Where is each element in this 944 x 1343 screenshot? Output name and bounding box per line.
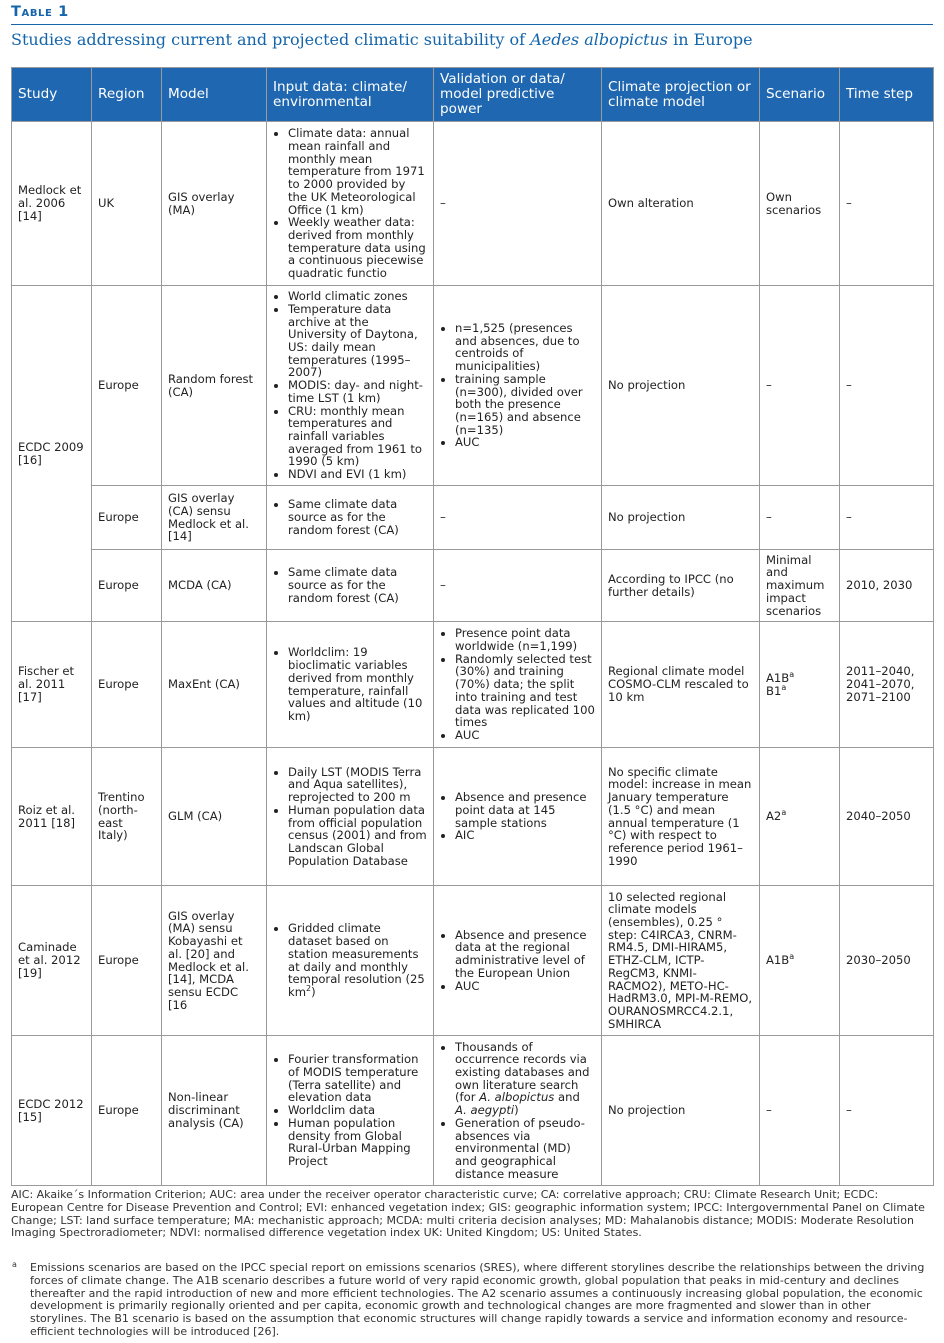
table-row (12, 622, 934, 748)
time-step-line: 2071–2100 (846, 689, 911, 704)
list-item: • World climatic zones (288, 290, 427, 303)
cell-validation (434, 1036, 602, 1186)
cell-model: GIS overlay (CA) sensu Medlock et al. [14] (162, 486, 267, 550)
table-row (12, 122, 934, 286)
cell-model: Non-linear discriminant analysis (CA) (162, 1036, 267, 1186)
cell-time-step (840, 622, 934, 748)
cell-validation: – (434, 550, 602, 622)
cell-model: MCDA (CA) (162, 550, 267, 622)
scenario-name: A1B (766, 953, 790, 968)
cell-time-step: – (840, 122, 934, 286)
cell-input (267, 1036, 434, 1186)
list-item: • Climate data: annual mean rainfall and monthly mean temperature from 1971 to 2000 provided by the UK Meteorological Office (1 km) (288, 127, 427, 216)
cell-model: GIS overlay (MA) sensu Kobayashi et al. [20] and Medlock et al. [14], MCDA sensu ECDC [16 (162, 886, 267, 1036)
col-header-validation: Validation or data/ model predictive power (434, 68, 602, 122)
cell-validation (434, 886, 602, 1036)
cell-input (267, 122, 434, 286)
cell-region: Trentino (north-east Italy) (92, 748, 162, 886)
cell-scenario (760, 622, 840, 748)
validation-text: ) (514, 1103, 519, 1118)
cell-input (267, 886, 434, 1036)
col-header-study: Study (12, 68, 92, 122)
scenario-line (766, 682, 833, 698)
list-item: • Presence point data worldwide (n=1,199) (455, 627, 595, 652)
cell-scenario: Own scenarios (760, 122, 840, 286)
cell-study: Roiz et al. 2011 [18] (12, 748, 92, 886)
scenario-name: A1B (766, 670, 790, 685)
scenario-name: A2 (766, 809, 782, 824)
footnote-marker: a (12, 1260, 17, 1269)
table-row (12, 486, 934, 550)
scenario-name: B1 (766, 683, 782, 698)
input-text: Gridded climate dataset based on station measurements at daily and monthly temporal resolution (25 km (288, 921, 425, 999)
list-item (455, 1041, 595, 1117)
cell-validation (434, 622, 602, 748)
list-item: • Fourier transformation of MODIS temperature (Terra satellite) and elevation data (288, 1053, 427, 1104)
title-suffix: in Europe (668, 30, 753, 49)
cell-time-step: – (840, 286, 934, 486)
list-item: • Randomly selected test (30%) and training (70%) data; the split into training and test data was replicated 100 times (455, 653, 595, 729)
list-item: • Temperature data archive at the University of Daytona, US: daily mean temperatures (1995–2007) (288, 303, 427, 379)
list-item: • Same climate data source as for the random forest (CA) (288, 498, 427, 536)
list-item: • training sample (n=300), divided over both the presence (n=165) and absence (n=135) (455, 373, 595, 437)
list-item: • Human population data from official population census (2001) and from Landscan Global Population Database (288, 804, 427, 868)
cell-scenario: – (760, 286, 840, 486)
cell-input (267, 486, 434, 550)
table-label: Table 1 (11, 4, 69, 20)
cell-region: Europe (92, 286, 162, 486)
col-header-model: Model (162, 68, 267, 122)
list-item: • NDVI and EVI (1 km) (288, 468, 427, 481)
header-row (12, 68, 934, 122)
footnote-ref: a (781, 808, 787, 818)
list-item: • Weekly weather data: derived from monthly temperature data using a continuous piecewise quadratic functio (288, 216, 427, 280)
cell-input (267, 622, 434, 748)
cell-projection: No projection (602, 1036, 760, 1186)
list-item: • Same climate data source as for the random forest (CA) (288, 566, 427, 604)
list-item: • Human population density from Global Rural-Urban Mapping Project (288, 1117, 427, 1168)
cell-time-step: – (840, 1036, 934, 1186)
list-item: • Absence and presence point data at 145 sample stations (455, 791, 595, 829)
list-item: • MODIS: day- and night-time LST (1 km) (288, 379, 427, 404)
cell-projection: No projection (602, 486, 760, 550)
cell-study: Medlock et al. 2006 [14] (12, 122, 92, 286)
time-step-line: 2041–2070, (846, 677, 915, 692)
cell-scenario (760, 748, 840, 886)
cell-scenario: Minimal and maximum impact scenarios (760, 550, 840, 622)
cell-validation (434, 748, 602, 886)
col-header-input-data: Input data: climate/ environmental (267, 68, 434, 122)
cell-region: Europe (92, 622, 162, 748)
table-row (12, 286, 934, 486)
table-row (12, 886, 934, 1036)
cell-projection: No specific climate model: increase in mean January temperature (1.5 °C) and mean annual temperature (1 °C) with respect to reference period 1961–1990 (602, 748, 760, 886)
list-item: • Daily LST (MODIS Terra and Aqua satellites), reprojected to 200 m (288, 766, 427, 804)
cell-validation (434, 286, 602, 486)
title-species: Aedes albopictus (530, 30, 669, 49)
cell-projection: According to IPCC (no further details) (602, 550, 760, 622)
cell-model: MaxEnt (CA) (162, 622, 267, 748)
list-item: • CRU: monthly mean temperatures and rainfall variables averaged from 1961 to 1990 (5 km) (288, 405, 427, 469)
table-row (12, 748, 934, 886)
cell-input (267, 550, 434, 622)
validation-text: and (554, 1090, 580, 1105)
table-row (12, 1036, 934, 1186)
superscript: 2 (306, 984, 312, 994)
cell-projection: Regional climate model COSMO-CLM rescaled to 10 km (602, 622, 760, 748)
cell-time-step: 2030–2050 (840, 886, 934, 1036)
cell-projection: 10 selected regional climate models (ensembles), 0.25 ° step: C4IRCA3, CNRM-RM4.5, DMI-HIRAM5, ETHZ-CLM, ICTP-RegCM3, KNMI-RACMO2), METO-HC-HadRM3.0, MPI-M-REMO, OURANOSMRCC4.2.1, SMHIRCA (602, 886, 760, 1036)
table-row (12, 550, 934, 622)
cell-region: Europe (92, 1036, 162, 1186)
cell-region: Europe (92, 486, 162, 550)
list-item: • AIC (455, 829, 595, 842)
validation-text: Thousands of occurrence records via existing databases and own literature search (for (455, 1039, 590, 1105)
list-item: • n=1,525 (presences and absences, due to centroids of municipalities) (455, 322, 595, 373)
list-item: • Generation of pseudo-absences via environmental (MD) and geographical distance measure (455, 1117, 595, 1181)
cell-scenario (760, 886, 840, 1036)
cell-input (267, 748, 434, 886)
cell-scenario: – (760, 1036, 840, 1186)
cell-region: Europe (92, 886, 162, 1036)
table-title (11, 30, 753, 49)
title-prefix: Studies addressing current and projected climatic suitability of (11, 30, 531, 49)
list-item: • Worldclim: 19 bioclimatic variables derived from monthly temperature, rainfall values and altitude (10 km) (288, 646, 427, 722)
list-item: • AUC (455, 436, 595, 449)
list-item: • AUC (455, 980, 595, 993)
cell-scenario: – (760, 486, 840, 550)
cell-region: Europe (92, 550, 162, 622)
cell-time-step: – (840, 486, 934, 550)
species-name: A. albopictus (479, 1090, 555, 1105)
abbreviations-note: AIC: Akaike´s Information Criterion; AUC: area under the receiver operator characteristic curve; CA: correlative approach; CRU: Climate Research Unit; ECDC: European Centre for Disease Prevention and Control; EVI: enhanced vegetation index; GIS: geographic information system; IPCC: Intergovernmental Panel on Climate Change; LST: land surface temperature; MA: mechanistic approach; MCDA: multi criteria decision analyses; MD: Mahalanobis distance; MODIS: Moderate Resolution Imaging Spectroradiometer; NDVI: normalised difference vegetation index UK: United Kingdom; US: United States. (11, 1188, 925, 1240)
list-item: • Worldclim data (288, 1104, 427, 1117)
species-name: A. aegypti (455, 1103, 515, 1118)
cell-validation: – (434, 486, 602, 550)
cell-model: GLM (CA) (162, 748, 267, 886)
time-step-line: 2011–2040, (846, 664, 915, 679)
cell-validation: – (434, 122, 602, 286)
list-item (288, 922, 427, 998)
col-header-region: Region (92, 68, 162, 122)
cell-study: Caminade et al. 2012 [19] (12, 886, 92, 1036)
list-item: • AUC (455, 729, 595, 742)
col-header-scenario: Scenario (760, 68, 840, 122)
cell-study: Fischer et al. 2011 [17] (12, 622, 92, 748)
cell-study: ECDC 2009 [16] (12, 286, 92, 622)
cell-model: GIS overlay (MA) (162, 122, 267, 286)
input-text-end: ) (311, 984, 316, 999)
cell-model: Random forest (CA) (162, 286, 267, 486)
footnote-ref: a (789, 952, 795, 962)
cell-projection: Own alteration (602, 122, 760, 286)
studies-table (11, 67, 934, 1186)
footnote-ref: a (781, 682, 787, 692)
title-rule (11, 24, 933, 25)
cell-region: UK (92, 122, 162, 286)
scenario-footnote: Emissions scenarios are based on the IPCC special report on emissions scenarios (SRES), where different storylines describe the relationships between the driving forces of climate change. The A1B scenario describes a future world of very rapid economic growth, global population that peaks in mid-century and declines thereafter and the rapid introduction of new and more efficient technologies. The A2 scenario assumes a continuously increasing global population, the economic development is primarily regionally oriented and per capita, economic growth and technological changes are more fragmented and slower than in other storylines. The B1 scenario is based on the assumption that economic structures will change rapidly towards a service and information economy and resource-efficient technologies will be introduced [26]. (30, 1261, 925, 1338)
cell-input (267, 286, 434, 486)
col-header-climate-projection: Climate projection or climate model (602, 68, 760, 122)
list-item: • Absence and presence data at the regional administrative level of the European Union (455, 929, 595, 980)
footnote-ref: a (789, 669, 795, 679)
cell-projection: No projection (602, 286, 760, 486)
cell-study: ECDC 2012 [15] (12, 1036, 92, 1186)
cell-time-step: 2040–2050 (840, 748, 934, 886)
col-header-time-step: Time step (840, 68, 934, 122)
cell-time-step: 2010, 2030 (840, 550, 934, 622)
